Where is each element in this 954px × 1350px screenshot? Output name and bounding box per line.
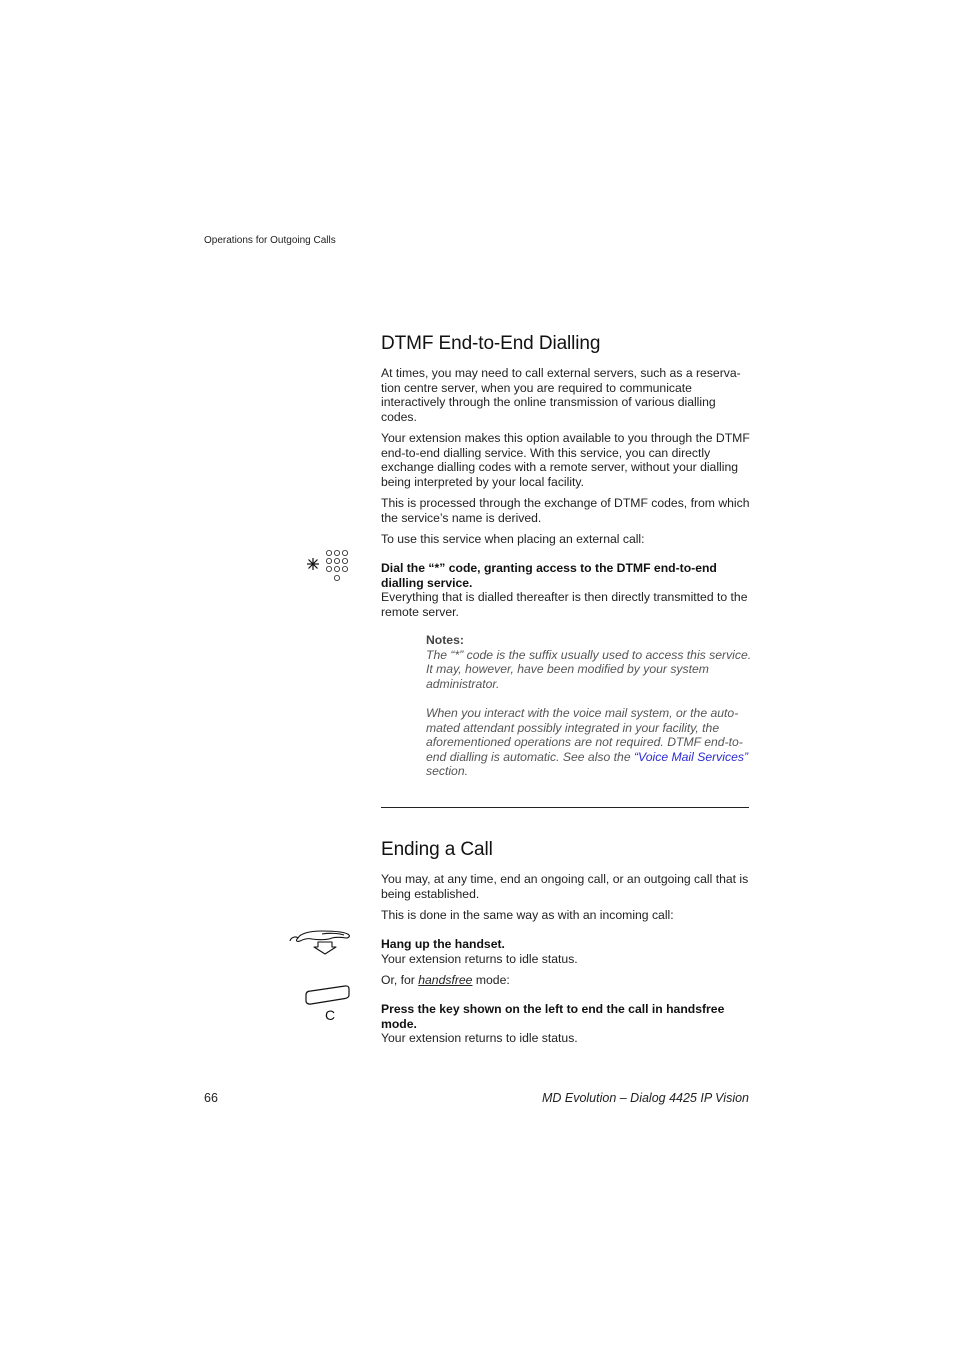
dtmf-intro-paragraph-3 bbox=[381, 496, 751, 525]
section-title-ending-call: Ending a Call bbox=[381, 839, 493, 860]
dtmf-intro-paragraph-1 bbox=[381, 366, 751, 424]
dtmf-step bbox=[381, 561, 751, 619]
handsfree-text-end: mode: bbox=[472, 973, 510, 987]
paragraph-text: This is processed through the exchange of DTMF codes, from which the service’s name is derived. bbox=[381, 496, 750, 525]
hang-up-handset-icon bbox=[288, 928, 352, 956]
step-instruction: Hang up the handset. bbox=[381, 937, 505, 951]
running-head: Operations for Outgoing Calls bbox=[204, 235, 336, 246]
step-instruction: Press the key shown on the left to end the call in handsfree mode. bbox=[381, 1002, 725, 1031]
voice-mail-services-link[interactable]: “Voice Mail Services” bbox=[634, 749, 749, 764]
paragraph-text: To use this service when placing an external call: bbox=[381, 532, 645, 546]
note-2-text: When you interact with the voice mail system, or the auto-mated attendant possibly integrated in your facility, the aforementioned operations are not required. DTMF end-to-end dialling is automatic. See also the bbox=[426, 705, 743, 764]
dtmf-intro-paragraph-4 bbox=[381, 532, 751, 547]
paragraph-text: At times, you may need to call external servers, such as a reserva-tion centre server, when you are required to communicate interactively through the online transmission of various dialling codes. bbox=[381, 366, 741, 424]
handsfree-text: Or, for bbox=[381, 973, 419, 987]
note-2 bbox=[426, 706, 752, 779]
dtmf-intro-paragraph-2 bbox=[381, 431, 751, 489]
page-number: 66 bbox=[204, 1091, 218, 1105]
step-detail: Your extension returns to idle status. bbox=[381, 1031, 578, 1046]
paragraph-text: You may, at any time, end an ongoing call, or an outgoing call that is being established. bbox=[381, 872, 749, 901]
step-detail: Your extension returns to idle status. bbox=[381, 951, 578, 966]
clear-key-label: C bbox=[325, 1007, 336, 1023]
note-1: The “*” code is the suffix usually used to access this service. It may, however, have been modified by your system administrator. bbox=[426, 647, 752, 691]
ending-paragraph-1 bbox=[381, 872, 751, 901]
section-title-dtmf: DTMF End-to-End Dialling bbox=[381, 333, 601, 354]
notes-block bbox=[426, 633, 752, 779]
paragraph-text: This is done in the same way as with an incoming call: bbox=[381, 908, 674, 922]
note-2-text-end: section. bbox=[426, 764, 469, 779]
step-detail: Everything that is dialled thereafter is then directly transmitted to the remote server. bbox=[381, 590, 748, 619]
handsfree-line bbox=[381, 973, 751, 988]
step-instruction: Dial the “*” code, granting access to the DTMF end-to-end dialling service. bbox=[381, 561, 717, 590]
handsfree-link[interactable]: handsfree bbox=[418, 973, 473, 987]
section-divider bbox=[381, 807, 749, 808]
clear-key-icon bbox=[302, 983, 352, 1023]
product-name: MD Evolution – Dialog 4425 IP Vision bbox=[541, 1091, 749, 1105]
handsfree-step bbox=[381, 1002, 751, 1046]
star-keypad-icon bbox=[305, 548, 351, 584]
notes-title: Notes: bbox=[426, 633, 464, 647]
ending-paragraph-2 bbox=[381, 908, 751, 923]
paragraph-text: Your extension makes this option available to you through the DTMF end-to-end dialling service. With this service, you can directly exchange dialling codes with a remote server, without your dialling being interpreted by your local facility. bbox=[381, 431, 750, 489]
hang-up-step bbox=[381, 937, 751, 966]
